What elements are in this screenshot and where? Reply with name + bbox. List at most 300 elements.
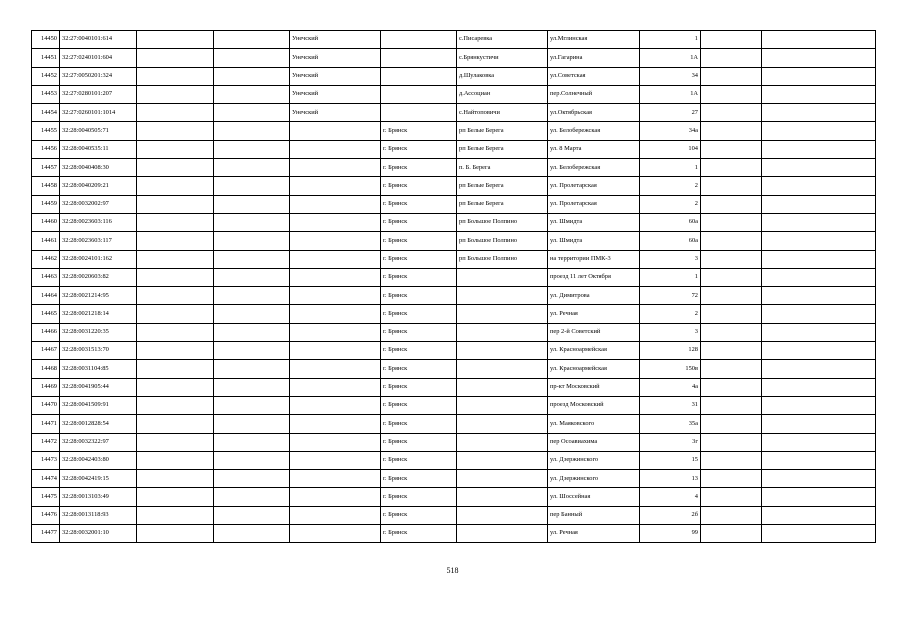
cell-col-4 [214, 122, 290, 140]
cell-col-3 [137, 323, 214, 341]
cell-cadastral-number: 32:28:0023603:116 [60, 213, 137, 231]
cell-col-10 [701, 104, 762, 122]
cell-col-3 [137, 213, 214, 231]
cell-col-11 [762, 396, 876, 414]
cell-street: пер Осоавиахима [548, 433, 640, 451]
cell-district [290, 506, 381, 524]
cell-district [290, 177, 381, 195]
cell-settlement [457, 525, 548, 543]
table-row [32, 415, 876, 433]
cell-cadastral-number: 32:28:0040209:21 [60, 177, 137, 195]
cell-street: ул. Красноармейская [548, 342, 640, 360]
cell-street: ул. Белобережская [548, 159, 640, 177]
cell-district: Унечский [290, 31, 381, 49]
cell-district [290, 159, 381, 177]
cell-col-11 [762, 140, 876, 158]
cell-city: г. Брянск [381, 342, 457, 360]
cell-house-number: 1 [640, 31, 701, 49]
cell-col-10 [701, 342, 762, 360]
cell-col-11 [762, 451, 876, 469]
cell-col-3 [137, 195, 214, 213]
cell-record-number: 14464 [32, 287, 60, 305]
cell-street: ул. Речная [548, 525, 640, 543]
cell-col-4 [214, 378, 290, 396]
cell-col-3 [137, 85, 214, 103]
table-row [32, 195, 876, 213]
cell-col-4 [214, 323, 290, 341]
cell-col-11 [762, 433, 876, 451]
cell-cadastral-number: 32:28:0021214:95 [60, 287, 137, 305]
cell-house-number: 4а [640, 378, 701, 396]
cell-record-number: 14451 [32, 49, 60, 67]
cell-col-10 [701, 67, 762, 85]
cell-col-3 [137, 49, 214, 67]
cell-district [290, 287, 381, 305]
cell-col-4 [214, 250, 290, 268]
cell-col-4 [214, 213, 290, 231]
cell-street: проезд Московский [548, 396, 640, 414]
cell-house-number: 3 [640, 323, 701, 341]
table-row [32, 177, 876, 195]
cell-house-number: 1 [640, 159, 701, 177]
cell-city: г. Брянск [381, 177, 457, 195]
cell-city: г. Брянск [381, 451, 457, 469]
cell-city: г. Брянск [381, 488, 457, 506]
cell-street: ул. Димитрова [548, 287, 640, 305]
table-row [32, 360, 876, 378]
cell-col-11 [762, 122, 876, 140]
cell-settlement: рп Белые Берега [457, 122, 548, 140]
cell-record-number: 14474 [32, 470, 60, 488]
cell-col-3 [137, 177, 214, 195]
cell-record-number: 14462 [32, 250, 60, 268]
cell-col-4 [214, 396, 290, 414]
cell-settlement: рп Большое Полпино [457, 250, 548, 268]
cell-col-3 [137, 506, 214, 524]
cell-col-11 [762, 195, 876, 213]
cell-col-3 [137, 31, 214, 49]
cell-col-11 [762, 415, 876, 433]
cell-house-number: 34а [640, 122, 701, 140]
cell-cadastral-number: 32:28:0031513:70 [60, 342, 137, 360]
cell-col-10 [701, 525, 762, 543]
cell-col-10 [701, 268, 762, 286]
cell-col-3 [137, 470, 214, 488]
cell-col-11 [762, 360, 876, 378]
cell-city: г. Брянск [381, 195, 457, 213]
cell-district [290, 433, 381, 451]
cell-col-10 [701, 378, 762, 396]
table-row [32, 378, 876, 396]
cell-city: г. Брянск [381, 360, 457, 378]
cell-col-3 [137, 159, 214, 177]
cell-city [381, 67, 457, 85]
cell-col-4 [214, 31, 290, 49]
table-row [32, 323, 876, 341]
cell-street: ул. Пролетарская [548, 177, 640, 195]
cell-house-number: 1А [640, 85, 701, 103]
table-row [32, 451, 876, 469]
cell-record-number: 14452 [32, 67, 60, 85]
cell-col-10 [701, 140, 762, 158]
cell-district [290, 140, 381, 158]
cell-col-4 [214, 506, 290, 524]
cell-col-4 [214, 49, 290, 67]
cell-col-4 [214, 433, 290, 451]
cell-district [290, 232, 381, 250]
cell-settlement: рп Большое Полпино [457, 213, 548, 231]
cell-city: г. Брянск [381, 122, 457, 140]
cell-record-number: 14455 [32, 122, 60, 140]
cell-cadastral-number: 32:28:0040535:11 [60, 140, 137, 158]
cell-settlement [457, 396, 548, 414]
cell-district [290, 470, 381, 488]
cell-col-3 [137, 67, 214, 85]
cell-city: г. Брянск [381, 506, 457, 524]
cell-col-3 [137, 122, 214, 140]
cell-settlement: рп Белые Берега [457, 177, 548, 195]
cell-col-3 [137, 396, 214, 414]
cell-district: Унечский [290, 67, 381, 85]
cell-col-4 [214, 287, 290, 305]
cell-col-10 [701, 433, 762, 451]
cell-cadastral-number: 32:28:0032002:97 [60, 195, 137, 213]
cell-col-10 [701, 396, 762, 414]
cell-col-10 [701, 232, 762, 250]
cell-cadastral-number: 32:28:0042403:80 [60, 451, 137, 469]
cell-col-4 [214, 488, 290, 506]
cell-record-number: 14456 [32, 140, 60, 158]
table-row [32, 287, 876, 305]
cell-cadastral-number: 32:28:0031104:85 [60, 360, 137, 378]
cell-col-4 [214, 159, 290, 177]
cell-col-11 [762, 213, 876, 231]
cell-col-10 [701, 85, 762, 103]
cell-col-3 [137, 140, 214, 158]
cell-settlement [457, 488, 548, 506]
cell-district: Унечский [290, 85, 381, 103]
cell-cadastral-number: 32:28:0013118:93 [60, 506, 137, 524]
cell-city: г. Брянск [381, 525, 457, 543]
cell-street: ул. Пролетарская [548, 195, 640, 213]
cell-settlement [457, 342, 548, 360]
cell-district [290, 451, 381, 469]
cell-house-number: 15 [640, 451, 701, 469]
cell-settlement [457, 287, 548, 305]
cell-col-4 [214, 415, 290, 433]
cell-col-11 [762, 287, 876, 305]
cell-col-10 [701, 49, 762, 67]
cell-record-number: 14463 [32, 268, 60, 286]
cell-house-number: 2 [640, 305, 701, 323]
cell-record-number: 14466 [32, 323, 60, 341]
cell-col-11 [762, 378, 876, 396]
cell-record-number: 14476 [32, 506, 60, 524]
cell-street: ул. Белобережская [548, 122, 640, 140]
cell-street: ул. Дзержинского [548, 470, 640, 488]
table-row [32, 396, 876, 414]
cell-cadastral-number: 32:28:0040408:30 [60, 159, 137, 177]
cell-settlement: с.Брянкустичи [457, 49, 548, 67]
registry-body [32, 31, 876, 543]
cell-district: Унечский [290, 104, 381, 122]
cell-col-3 [137, 342, 214, 360]
cell-record-number: 14475 [32, 488, 60, 506]
cell-city: г. Брянск [381, 213, 457, 231]
cell-col-10 [701, 195, 762, 213]
cell-col-10 [701, 177, 762, 195]
cell-col-3 [137, 250, 214, 268]
cell-street: пр-кт Московский [548, 378, 640, 396]
cell-street: пер 2-й Советский [548, 323, 640, 341]
cell-col-11 [762, 232, 876, 250]
cell-col-11 [762, 250, 876, 268]
cell-record-number: 14477 [32, 525, 60, 543]
cell-district [290, 525, 381, 543]
cell-settlement: п. Б. Берега [457, 159, 548, 177]
cell-house-number: 60а [640, 213, 701, 231]
table-row [32, 506, 876, 524]
cell-street: ул.Октябрьская [548, 104, 640, 122]
cell-settlement: с.Найтоповичи [457, 104, 548, 122]
cell-col-4 [214, 451, 290, 469]
cell-house-number: 2 [640, 177, 701, 195]
cell-city: г. Брянск [381, 287, 457, 305]
cell-city: г. Брянск [381, 268, 457, 286]
cell-col-11 [762, 85, 876, 103]
cell-settlement [457, 506, 548, 524]
cell-col-4 [214, 195, 290, 213]
cell-col-10 [701, 250, 762, 268]
cell-col-3 [137, 305, 214, 323]
cell-city [381, 49, 457, 67]
cell-house-number: 72 [640, 287, 701, 305]
cell-col-4 [214, 268, 290, 286]
cell-district [290, 360, 381, 378]
cell-col-11 [762, 177, 876, 195]
cell-house-number: 150в [640, 360, 701, 378]
table-row [32, 49, 876, 67]
cell-city: г. Брянск [381, 305, 457, 323]
table-row [32, 104, 876, 122]
cell-col-4 [214, 525, 290, 543]
cell-house-number: 1 [640, 268, 701, 286]
cell-col-11 [762, 104, 876, 122]
cell-city: г. Брянск [381, 140, 457, 158]
cell-district: Унечский [290, 49, 381, 67]
cell-street: ул. Шмидта [548, 232, 640, 250]
cell-house-number: 27 [640, 104, 701, 122]
table-row [32, 250, 876, 268]
cell-district [290, 122, 381, 140]
cell-city: г. Брянск [381, 323, 457, 341]
cell-col-3 [137, 415, 214, 433]
cell-district [290, 342, 381, 360]
cell-district [290, 378, 381, 396]
cell-col-3 [137, 525, 214, 543]
cell-cadastral-number: 32:28:0020603:82 [60, 268, 137, 286]
cell-district [290, 213, 381, 231]
cell-settlement [457, 415, 548, 433]
cell-settlement [457, 360, 548, 378]
cell-cadastral-number: 32:27:0050201:324 [60, 67, 137, 85]
cell-house-number: 104 [640, 140, 701, 158]
cell-cadastral-number: 32:28:0024101:162 [60, 250, 137, 268]
cell-record-number: 14470 [32, 396, 60, 414]
cell-house-number: 4 [640, 488, 701, 506]
cell-col-4 [214, 177, 290, 195]
cell-col-10 [701, 360, 762, 378]
cell-record-number: 14465 [32, 305, 60, 323]
table-row [32, 85, 876, 103]
cell-city: г. Брянск [381, 433, 457, 451]
cell-record-number: 14467 [32, 342, 60, 360]
cell-cadastral-number: 32:28:0023603:117 [60, 232, 137, 250]
cell-cadastral-number: 32:27:0040101:614 [60, 31, 137, 49]
cell-col-11 [762, 268, 876, 286]
cell-street: ул. 8 Марта [548, 140, 640, 158]
cell-street: ул. Красноармейская [548, 360, 640, 378]
cell-record-number: 14458 [32, 177, 60, 195]
cell-col-3 [137, 287, 214, 305]
cell-col-11 [762, 488, 876, 506]
cell-col-3 [137, 268, 214, 286]
cell-record-number: 14468 [32, 360, 60, 378]
table-row [32, 140, 876, 158]
cell-cadastral-number: 32:27:0260101:1014 [60, 104, 137, 122]
cell-settlement [457, 268, 548, 286]
cell-col-4 [214, 104, 290, 122]
cell-street: пер Банный [548, 506, 640, 524]
table-row [32, 213, 876, 231]
cell-col-10 [701, 506, 762, 524]
cell-settlement [457, 305, 548, 323]
table-row [32, 67, 876, 85]
cell-col-11 [762, 525, 876, 543]
cell-col-10 [701, 31, 762, 49]
cell-house-number: 99 [640, 525, 701, 543]
cell-col-4 [214, 67, 290, 85]
cell-city: г. Брянск [381, 232, 457, 250]
cell-cadastral-number: 32:28:0042419:15 [60, 470, 137, 488]
cell-col-4 [214, 305, 290, 323]
cell-col-4 [214, 140, 290, 158]
cell-record-number: 14472 [32, 433, 60, 451]
cell-district [290, 250, 381, 268]
cell-settlement [457, 323, 548, 341]
table-row [32, 433, 876, 451]
cell-city [381, 31, 457, 49]
table-row [32, 470, 876, 488]
cell-record-number: 14459 [32, 195, 60, 213]
cell-house-number: 3г [640, 433, 701, 451]
cell-col-11 [762, 49, 876, 67]
cell-col-4 [214, 360, 290, 378]
cell-cadastral-number: 32:27:0280101:207 [60, 85, 137, 103]
cell-district [290, 268, 381, 286]
cell-house-number: 1А [640, 49, 701, 67]
cell-city: г. Брянск [381, 250, 457, 268]
cell-settlement [457, 378, 548, 396]
cell-settlement [457, 470, 548, 488]
cell-city: г. Брянск [381, 470, 457, 488]
cell-col-11 [762, 31, 876, 49]
cell-house-number: 34 [640, 67, 701, 85]
cell-record-number: 14453 [32, 85, 60, 103]
cell-district [290, 305, 381, 323]
cell-col-4 [214, 232, 290, 250]
table-row [32, 342, 876, 360]
cell-street: на территории ПМК-3 [548, 250, 640, 268]
page-number: 518 [446, 566, 459, 575]
cell-col-11 [762, 470, 876, 488]
table-row [32, 488, 876, 506]
cell-house-number: 13 [640, 470, 701, 488]
cell-record-number: 14457 [32, 159, 60, 177]
cell-district [290, 488, 381, 506]
table-row [32, 305, 876, 323]
cell-col-3 [137, 104, 214, 122]
cell-street: ул. Речная [548, 305, 640, 323]
cell-col-3 [137, 360, 214, 378]
cell-street: ул. Дзержинского [548, 451, 640, 469]
cell-col-11 [762, 305, 876, 323]
cell-record-number: 14473 [32, 451, 60, 469]
cell-street: пер.Солнечный [548, 85, 640, 103]
table-row [32, 268, 876, 286]
cell-house-number: 2 [640, 195, 701, 213]
table-row [32, 525, 876, 543]
cell-house-number: 35а [640, 415, 701, 433]
cell-cadastral-number: 32:28:0012828:54 [60, 415, 137, 433]
cell-cadastral-number: 32:28:0021218:14 [60, 305, 137, 323]
cell-col-10 [701, 287, 762, 305]
cell-col-4 [214, 470, 290, 488]
cell-settlement [457, 451, 548, 469]
cell-col-11 [762, 67, 876, 85]
cell-col-10 [701, 122, 762, 140]
table-row [32, 232, 876, 250]
cell-record-number: 14461 [32, 232, 60, 250]
cell-house-number: 128 [640, 342, 701, 360]
cell-col-10 [701, 415, 762, 433]
cell-cadastral-number: 32:28:0032001:10 [60, 525, 137, 543]
cell-col-3 [137, 451, 214, 469]
cell-city: г. Брянск [381, 415, 457, 433]
cell-cadastral-number: 32:28:0041509:91 [60, 396, 137, 414]
cell-city: г. Брянск [381, 159, 457, 177]
cell-col-10 [701, 305, 762, 323]
cell-col-4 [214, 85, 290, 103]
cell-city: г. Брянск [381, 378, 457, 396]
cell-settlement: рп Белые Берега [457, 140, 548, 158]
cell-house-number: 3 [640, 250, 701, 268]
cell-district [290, 195, 381, 213]
cell-cadastral-number: 32:27:0240101:604 [60, 49, 137, 67]
cell-street: ул.Гагарина [548, 49, 640, 67]
cell-city [381, 104, 457, 122]
table-row [32, 122, 876, 140]
cell-district [290, 415, 381, 433]
cell-settlement: д.Ассоциан [457, 85, 548, 103]
cell-city: г. Брянск [381, 396, 457, 414]
cell-cadastral-number: 32:28:0041905:44 [60, 378, 137, 396]
cell-col-11 [762, 506, 876, 524]
cell-settlement: с.Писаревка [457, 31, 548, 49]
cell-col-10 [701, 323, 762, 341]
cell-col-10 [701, 488, 762, 506]
cell-district [290, 396, 381, 414]
